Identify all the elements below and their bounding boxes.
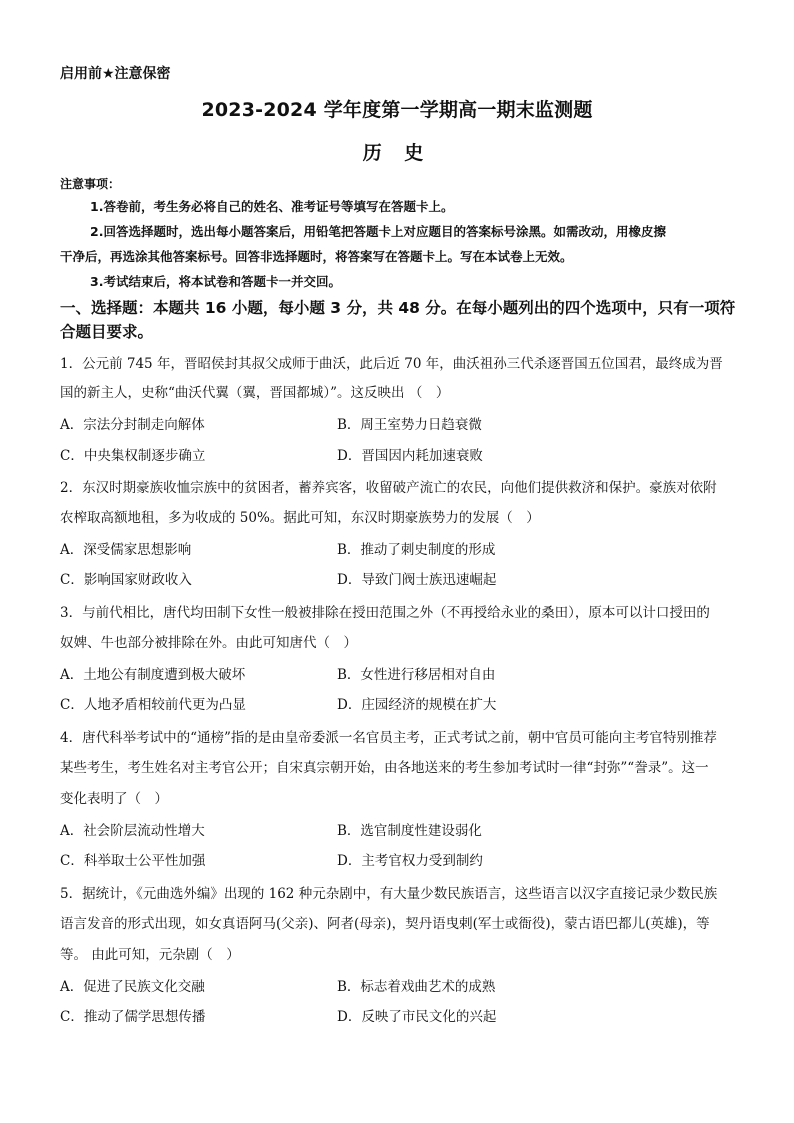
question-4-option-c: C．科举取士公平性加强 [60,853,206,869]
question-5-text: 5．据统计，《元曲选外编》出现的 162 种元杂剧中，有大量少数民族语言，这些语言以汉字直接记录少数民族 [60,886,718,902]
confidential-label: 启用前★注意保密 [60,66,171,82]
exam-title: 2023-2024 学年度第一学期高一期末监测题 [201,99,593,121]
question-1-option-c: C．中央集权制逐步确立 [60,448,206,464]
question-5-option-c: C．推动了儒学思想传播 [60,1009,206,1025]
question-2-option-a: A．深受儒家思想影响 [60,542,192,558]
notice-line: 1.答卷前，考生务必将自己的姓名、准考证号等填写在答题卡上。 [90,199,454,214]
question-3-text: 奴婢、牛也部分被排除在外。由此可知唐代（ ） [60,635,357,651]
notice-line: 3.考试结束后，将本试卷和答题卡一并交回。 [90,274,341,289]
notice-heading: 注意事项： [60,177,121,191]
subject-title: 历 史 [362,142,432,164]
question-4-text: 某些考生，考生姓名对主考官公开；自宋真宗朝开始，由各地送来的考生参加考试时一律“封弥”“誊录”。这一 [60,760,709,776]
question-4-option-d: D．主考官权力受到制约 [337,853,483,869]
question-2-option-b: B．推动了刺史制度的形成 [337,542,496,558]
question-4-option-a: A．社会阶层流动性增大 [60,823,205,839]
question-5-option-a: A．促进了民族文化交融 [60,979,205,995]
question-1-text: 国的新主人，史称“曲沃代翼（翼，晋国都城）”。这反映出 （ ） [60,385,450,401]
question-4-text: 变化表明了（ ） [60,791,168,807]
question-3-option-c: C．人地矛盾相较前代更为凸显 [60,697,246,713]
question-1-text: 1．公元前 745 年，晋昭侯封其叔父成师于曲沃，此后近 70 年，曲沃祖孙三代杀逐晋国五位国君，最终成为晋 [60,356,723,372]
question-5-option-b: B．标志着戏曲艺术的成熟 [337,979,496,995]
question-5-text: 等。 由此可知，元杂剧（ ） [60,947,240,963]
question-3-option-b: B．女性进行移居相对自由 [337,667,496,683]
question-1-option-a: A．宗法分封制走向解体 [60,417,205,433]
question-2-text: 农榨取高额地租，多为收成的 50%。据此可知，东汉时期豪族势力的发展（ ） [60,510,540,526]
question-2-text: 2．东汉时期豪族收恤宗族中的贫困者，蓄养宾客，收留破产流亡的农民，向他们提供救济和保护。豪族对依附 [60,480,717,496]
question-2-option-d: D．导致门阀士族迅速崛起 [337,572,497,588]
question-1-option-d: D．晋国因内耗加速衰败 [337,448,483,464]
question-4-text: 4．唐代科举考试中的“通榜”指的是由皇帝委派一名官员主考，正式考试之前，朝中官员可能向主考官特别推荐 [60,730,717,746]
notice-line: 2.回答选择题时，选出每小题答案后，用铅笔把答题卡上对应题目的答案标号涂黑。如需改动，用橡皮擦 [90,224,666,239]
question-5-option-d: D．反映了市民文化的兴起 [337,1009,497,1025]
notice-line: 干净后，再选涂其他答案标号。回答非选择题时，将答案写在答题卡上。写在本试卷上无效。 [60,249,573,264]
question-3-option-a: A．土地公有制度遭到极大破坏 [60,667,246,683]
section-heading: 合题目要求。 [60,323,154,341]
question-5-text: 语言发音的形式出现，如女真语阿马(父亲)、阿者(母亲)，契丹语曳剌(军士或衙役)，蒙古语巴都儿(英雄)，等 [60,916,710,932]
question-2-option-c: C．影响国家财政收入 [60,572,192,588]
question-4-option-b: B．选官制度性建设弱化 [337,823,482,839]
section-heading: 一、选择题：本题共 16 小题，每小题 3 分，共 48 分。在每小题列出的四个选项中，只有一项符 [60,299,736,317]
question-1-option-b: B．周王室势力日趋衰微 [337,417,482,433]
question-3-text: 3．与前代相比，唐代均田制下女性一般被排除在授田范围之外（不再授给永业的桑田），原本可以计口授田的 [60,605,710,621]
question-3-option-d: D．庄园经济的规模在扩大 [337,697,497,713]
